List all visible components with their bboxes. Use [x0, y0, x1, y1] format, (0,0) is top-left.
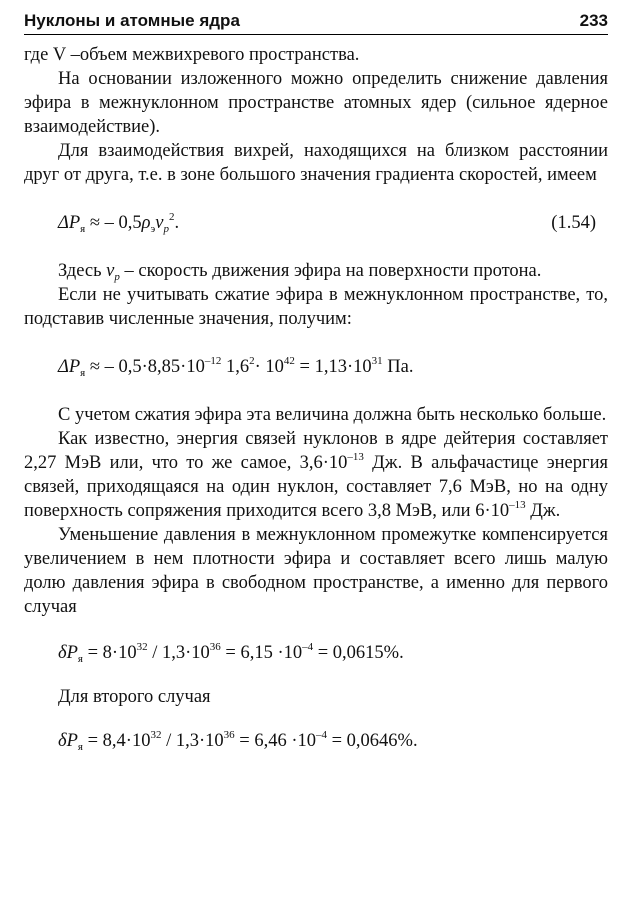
equation-number: (1.54) [551, 213, 596, 233]
paragraph: Если не учитывать сжатие эфира в межнуклонном пространстве, то, подставив численные значения, получим: [24, 285, 608, 329]
formula-body: $\delta P_я = 8\cdot 10^{32} / 1,3\cdot 10^{36} = 6,15 \cdot 10^{-4} = 0,0615\%$. [58, 641, 404, 665]
page-body [24, 43, 608, 753]
paragraph: На основании изложенного можно определить снижение давления эфира в межнуклонном пространстве атомных ядер (сильное ядерное взаимодействие). [24, 69, 608, 137]
paragraph: С учетом сжатия эфира эта величина должна быть несколько больше. [58, 405, 607, 425]
running-title: Нуклоны и атомные ядра [24, 11, 240, 30]
formula-pressure-drop [24, 355, 608, 379]
paragraph: где V –объем межвихревого пространства. [24, 45, 360, 65]
paragraph: Уменьшение давления в межнуклонном промежутке компенсируется увеличением в нем плотности эфира и составляет всего лишь малую долю давления эфира в свободном пространстве, а именно для первого случая [24, 525, 608, 617]
formula-first-case [24, 641, 608, 665]
formula-body: $\delta P_я = 8,4\cdot 10^{32} / 1,3\cdot 10^{36} = 6,46 \cdot 10^{-4} = 0,0646\%$. [58, 729, 418, 753]
running-header [24, 8, 608, 35]
formula-1-54 [24, 211, 608, 235]
paragraph: Здесь $v_p$ – скорость движения эфира на поверхности протона. [58, 261, 542, 283]
formula-body: $\Delta P_я$ ≈ – $0,5\rho_эv_p^2$. [58, 211, 180, 235]
formula-second-case [24, 729, 608, 753]
paragraph: Для взаимодействия вихрей, находящихся на близком расстоянии друг от друга, т.е. в зоне большого значения градиента скоростей, имеем [24, 141, 608, 185]
paragraph: Как известно, энергия связей нуклонов в ядре дейтерия составляет 2,27 МэВ или, что то же самое, $3,6\cdot 10^{-13}$ Дж. В альфачастице энергия связей, приходящаяся на один нуклон, составляет 7,6 МэВ, но на одну поверхность сопряжения приходится всего 3,8 МэВ, или $6\cdot 10^{-13}$ Дж. [24, 429, 608, 521]
paragraph: Для второго случая [58, 687, 211, 707]
page-number: 233 [579, 11, 608, 30]
formula-body: $\Delta P_я$ ≈ – $0,5\cdot 8,85\cdot 10^{-12}$ $1,6^2\cdot 10^{42} = 1,13\cdot 10^{31}$ Па. [58, 355, 414, 379]
